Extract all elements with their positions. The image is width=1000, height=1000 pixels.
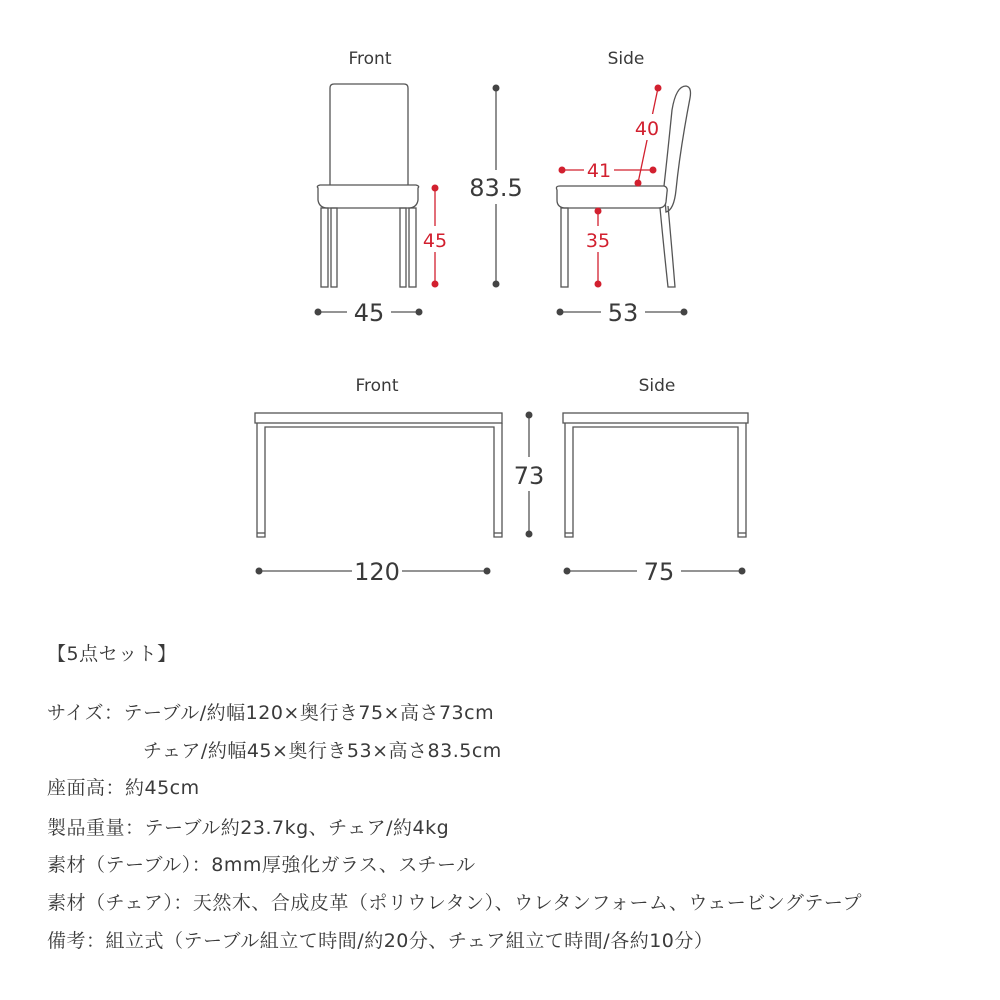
chair-height: 83.5 (469, 174, 523, 202)
chair-front-seat-height: 45 (422, 230, 448, 252)
chair-side-seat-depth: 41 (586, 160, 612, 182)
table-width: 120 (354, 558, 400, 586)
table-height: 73 (513, 462, 545, 490)
table-side-label: Side (638, 376, 676, 396)
material-chair: 素材（チェア）：天然木、合成皮革（ポリウレタン）、ウレタンフォーム、ウェービングテープ (47, 892, 862, 914)
table-side-drawing (563, 413, 748, 537)
table-depth: 75 (643, 558, 675, 586)
table-front-drawing (255, 413, 502, 537)
set-title: 【5点セット】 (47, 643, 177, 665)
chair-side-back-height: 40 (634, 118, 660, 140)
chair-side-seat-height: 35 (585, 230, 611, 252)
chair-side-label: Side (607, 49, 645, 69)
material-table: 素材（テーブル）：8mm厚強化ガラス、スチール (47, 854, 476, 876)
chair-front-width: 45 (353, 299, 385, 327)
size-line-chair: チェア/約幅45×奥行き53×高さ83.5cm (143, 740, 502, 762)
notes: 備考：組立式（テーブル組立て時間/約20分、チェア組立て時間/各約10分） (47, 930, 714, 952)
chair-side-depth: 53 (607, 299, 639, 327)
chair-side-drawing (556, 86, 690, 287)
table-front-label: Front (355, 376, 399, 396)
seat-height: 座面高：約45cm (47, 777, 200, 799)
size-line-table: サイズ：テーブル/約幅120×奥行き75×高さ73cm (47, 702, 495, 724)
chair-front-label: Front (348, 49, 392, 69)
product-weight: 製品重量：テーブル約23.7kg、チェア/約4kg (47, 817, 450, 839)
chair-front-drawing (317, 84, 418, 287)
